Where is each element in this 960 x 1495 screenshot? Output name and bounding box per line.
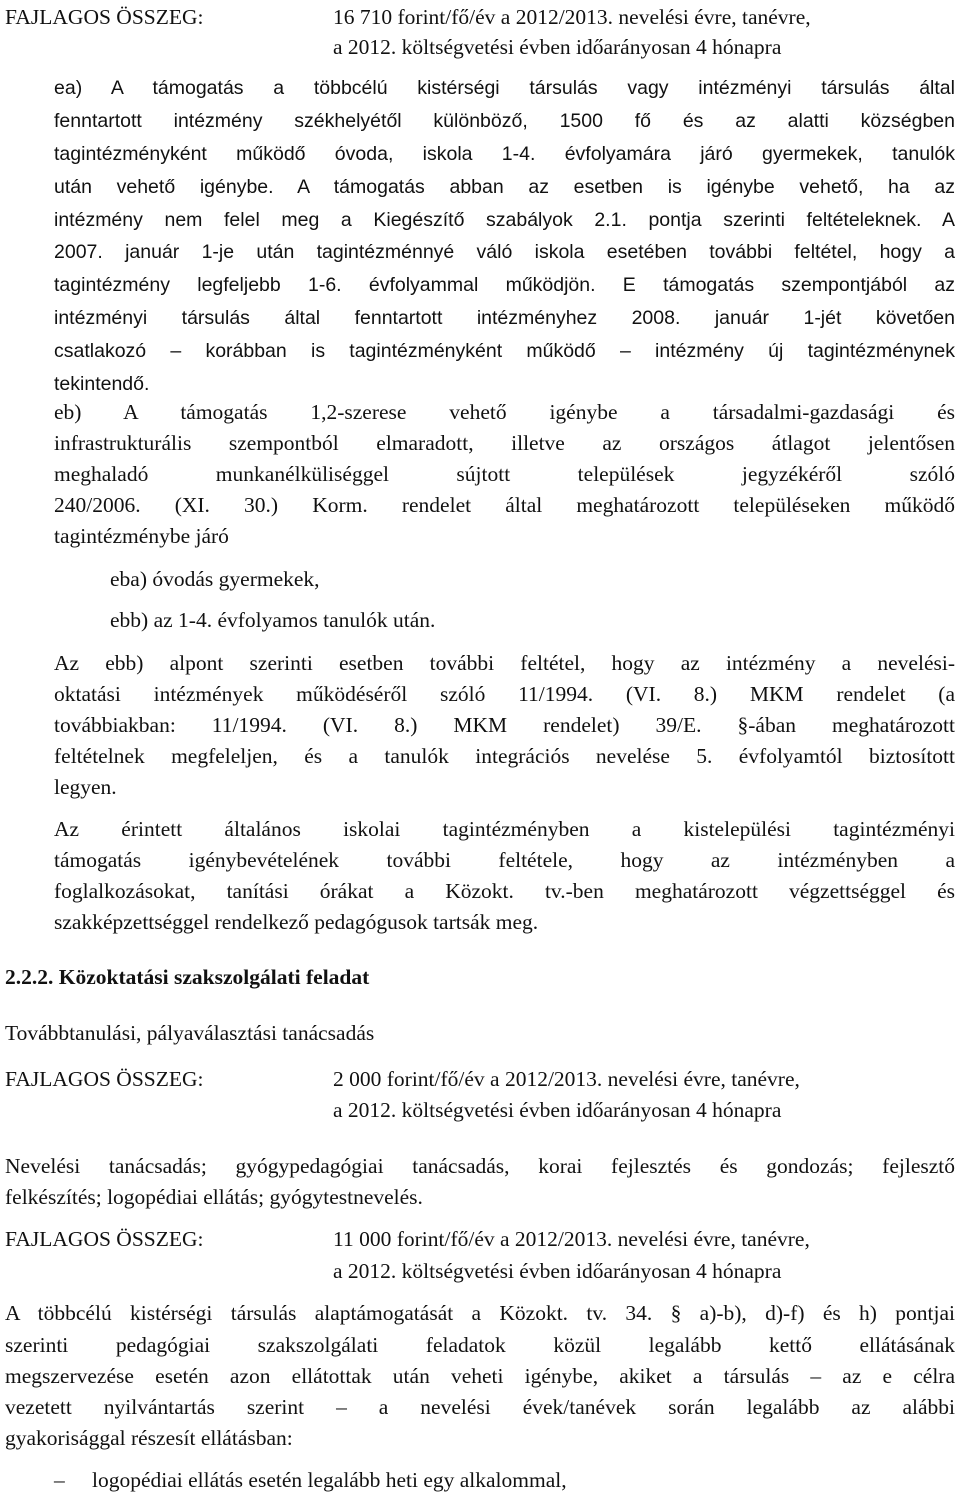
text-line: megszervezése esetén azon ellátottak után veheti igénybe, akiket a társulás – az e célra bbox=[5, 1364, 955, 1388]
text-line: gyakorisággal részesít ellátásban: bbox=[5, 1426, 293, 1450]
fajlagos-osszeg-value-1a: 16 710 forint/fő/év a 2012/2013. nevelési évre, tanévre, bbox=[333, 5, 811, 29]
section-heading: 2.2.2. Közoktatási szakszolgálati feladat bbox=[5, 965, 370, 989]
text-line: tagintézmény legfeljebb 1-6. évfolyammal működjön. E támogatás szempontjából az bbox=[54, 274, 955, 296]
text-line: csatlakozó – korábban is tagintézményként működő – intézmény új tagintézménynek bbox=[54, 340, 955, 362]
bullet-dash: – bbox=[54, 1468, 65, 1492]
text-line: ea) A támogatás a többcélú kistérségi társulás vagy intézményi társulás által bbox=[54, 77, 955, 99]
text-line: Az érintett általános iskolai tagintézményben a kistelepülési tagintézményi bbox=[54, 817, 955, 841]
text-line: tekintendő. bbox=[54, 373, 150, 395]
sub-item-ebb: ebb) az 1-4. évfolyamos tanulók után. bbox=[110, 608, 436, 632]
fajlagos-osszeg-label-1: FAJLAGOS ÖSSZEG: bbox=[5, 5, 204, 29]
text-line: infrastrukturális szempontból elmaradott, illetve az országos átlagot jelentősen bbox=[54, 431, 955, 455]
text-line: intézményi társulás által fenntartott intézményhez 2008. január 1-jét követően bbox=[54, 307, 955, 329]
fajlagos-osszeg-value-2b: a 2012. költségvetési évben időarányosan 4 hónapra bbox=[333, 1098, 782, 1122]
text-line: foglalkozásokat, tanítási órákat a Közokt. tv.-ben meghatározott végzettséggel és bbox=[54, 879, 955, 903]
fajlagos-osszeg-value-3b: a 2012. költségvetési évben időarányosan 4 hónapra bbox=[333, 1259, 782, 1283]
fajlagos-osszeg-value-2a: 2 000 forint/fő/év a 2012/2013. nevelési évre, tanévre, bbox=[333, 1067, 800, 1091]
text-line: 2007. január 1-je után tagintézménnyé váló iskola esetében további feltétel, hogy a bbox=[54, 241, 955, 263]
text-line: felkészítés; logopédiai ellátás; gyógytestnevelés. bbox=[5, 1185, 423, 1209]
text-line: vezetett nyilvántartás szerint – a nevelési évek/tanévek során legalább az alábbi bbox=[5, 1395, 955, 1419]
text-line: legyen. bbox=[54, 775, 117, 799]
text-line: 240/2006. (XI. 30.) Korm. rendelet által meghatározott településeken működő bbox=[54, 493, 955, 517]
text-line: tagintézménybe járó bbox=[54, 524, 229, 548]
text-line: továbbiakban: 11/1994. (VI. 8.) MKM rendelet) 39/E. §-ában meghatározott bbox=[54, 713, 955, 737]
text-line: feltételnek megfeleljen, és a tanulók integrációs nevelése 5. évfolyamtól biztosított bbox=[54, 744, 955, 768]
text-line: Nevelési tanácsadás; gyógypedagógiai tanácsadás, korai fejlesztés és gondozás; fejlesztő bbox=[5, 1154, 955, 1178]
text-line: tagintézményként működő óvoda, iskola 1-4. évfolyamára járó gyermekek, tanulók bbox=[54, 143, 955, 165]
text-line: intézmény nem felel meg a Kiegészítő szabályok 2.1. pontja szerinti feltételeknek. A bbox=[54, 209, 955, 231]
bullet-item: logopédiai ellátás esetén legalább heti egy alkalommal, bbox=[92, 1468, 567, 1492]
text-line: után vehető igénybe. A támogatás abban az esetben is igénybe vehető, ha az bbox=[54, 176, 955, 198]
text-line: szerinti pedagógiai szakszolgálati feladatok közül legalább kettő ellátásának bbox=[5, 1333, 955, 1357]
sub-item-eba: eba) óvodás gyermekek, bbox=[110, 567, 320, 591]
section-subheading: Továbbtanulási, pályaválasztási tanácsadás bbox=[5, 1021, 375, 1045]
text-line: oktatási intézmények működéséről szóló 11/1994. (VI. 8.) MKM rendelet (a bbox=[54, 682, 955, 706]
fajlagos-osszeg-label-2: FAJLAGOS ÖSSZEG: bbox=[5, 1067, 204, 1091]
text-line: támogatás igénybevételének további feltétele, hogy az intézményben a bbox=[54, 848, 955, 872]
text-line: meghaladó munkanélküliséggel sújtott települések jegyzékéről szóló bbox=[54, 462, 955, 486]
fajlagos-osszeg-value-1b: a 2012. költségvetési évben időarányosan 4 hónapra bbox=[333, 35, 782, 59]
fajlagos-osszeg-value-3a: 11 000 forint/fő/év a 2012/2013. nevelési évre, tanévre, bbox=[333, 1227, 810, 1251]
fajlagos-osszeg-label-3: FAJLAGOS ÖSSZEG: bbox=[5, 1227, 204, 1251]
text-line: szakképzettséggel rendelkező pedagógusok tartsák meg. bbox=[54, 910, 539, 934]
text-line: fenntartott intézmény székhelyétől különböző, 1500 fő és az alatti községben bbox=[54, 110, 955, 132]
text-line: Az ebb) alpont szerinti esetben további feltétel, hogy az intézmény a nevelési- bbox=[54, 651, 955, 675]
text-line: A többcélú kistérségi társulás alaptámogatását a Közokt. tv. 34. § a)-b), d)-f) és h) pontjai bbox=[5, 1301, 955, 1325]
text-line: eb) A támogatás 1,2-szerese vehető igénybe a társadalmi-gazdasági és bbox=[54, 400, 955, 424]
